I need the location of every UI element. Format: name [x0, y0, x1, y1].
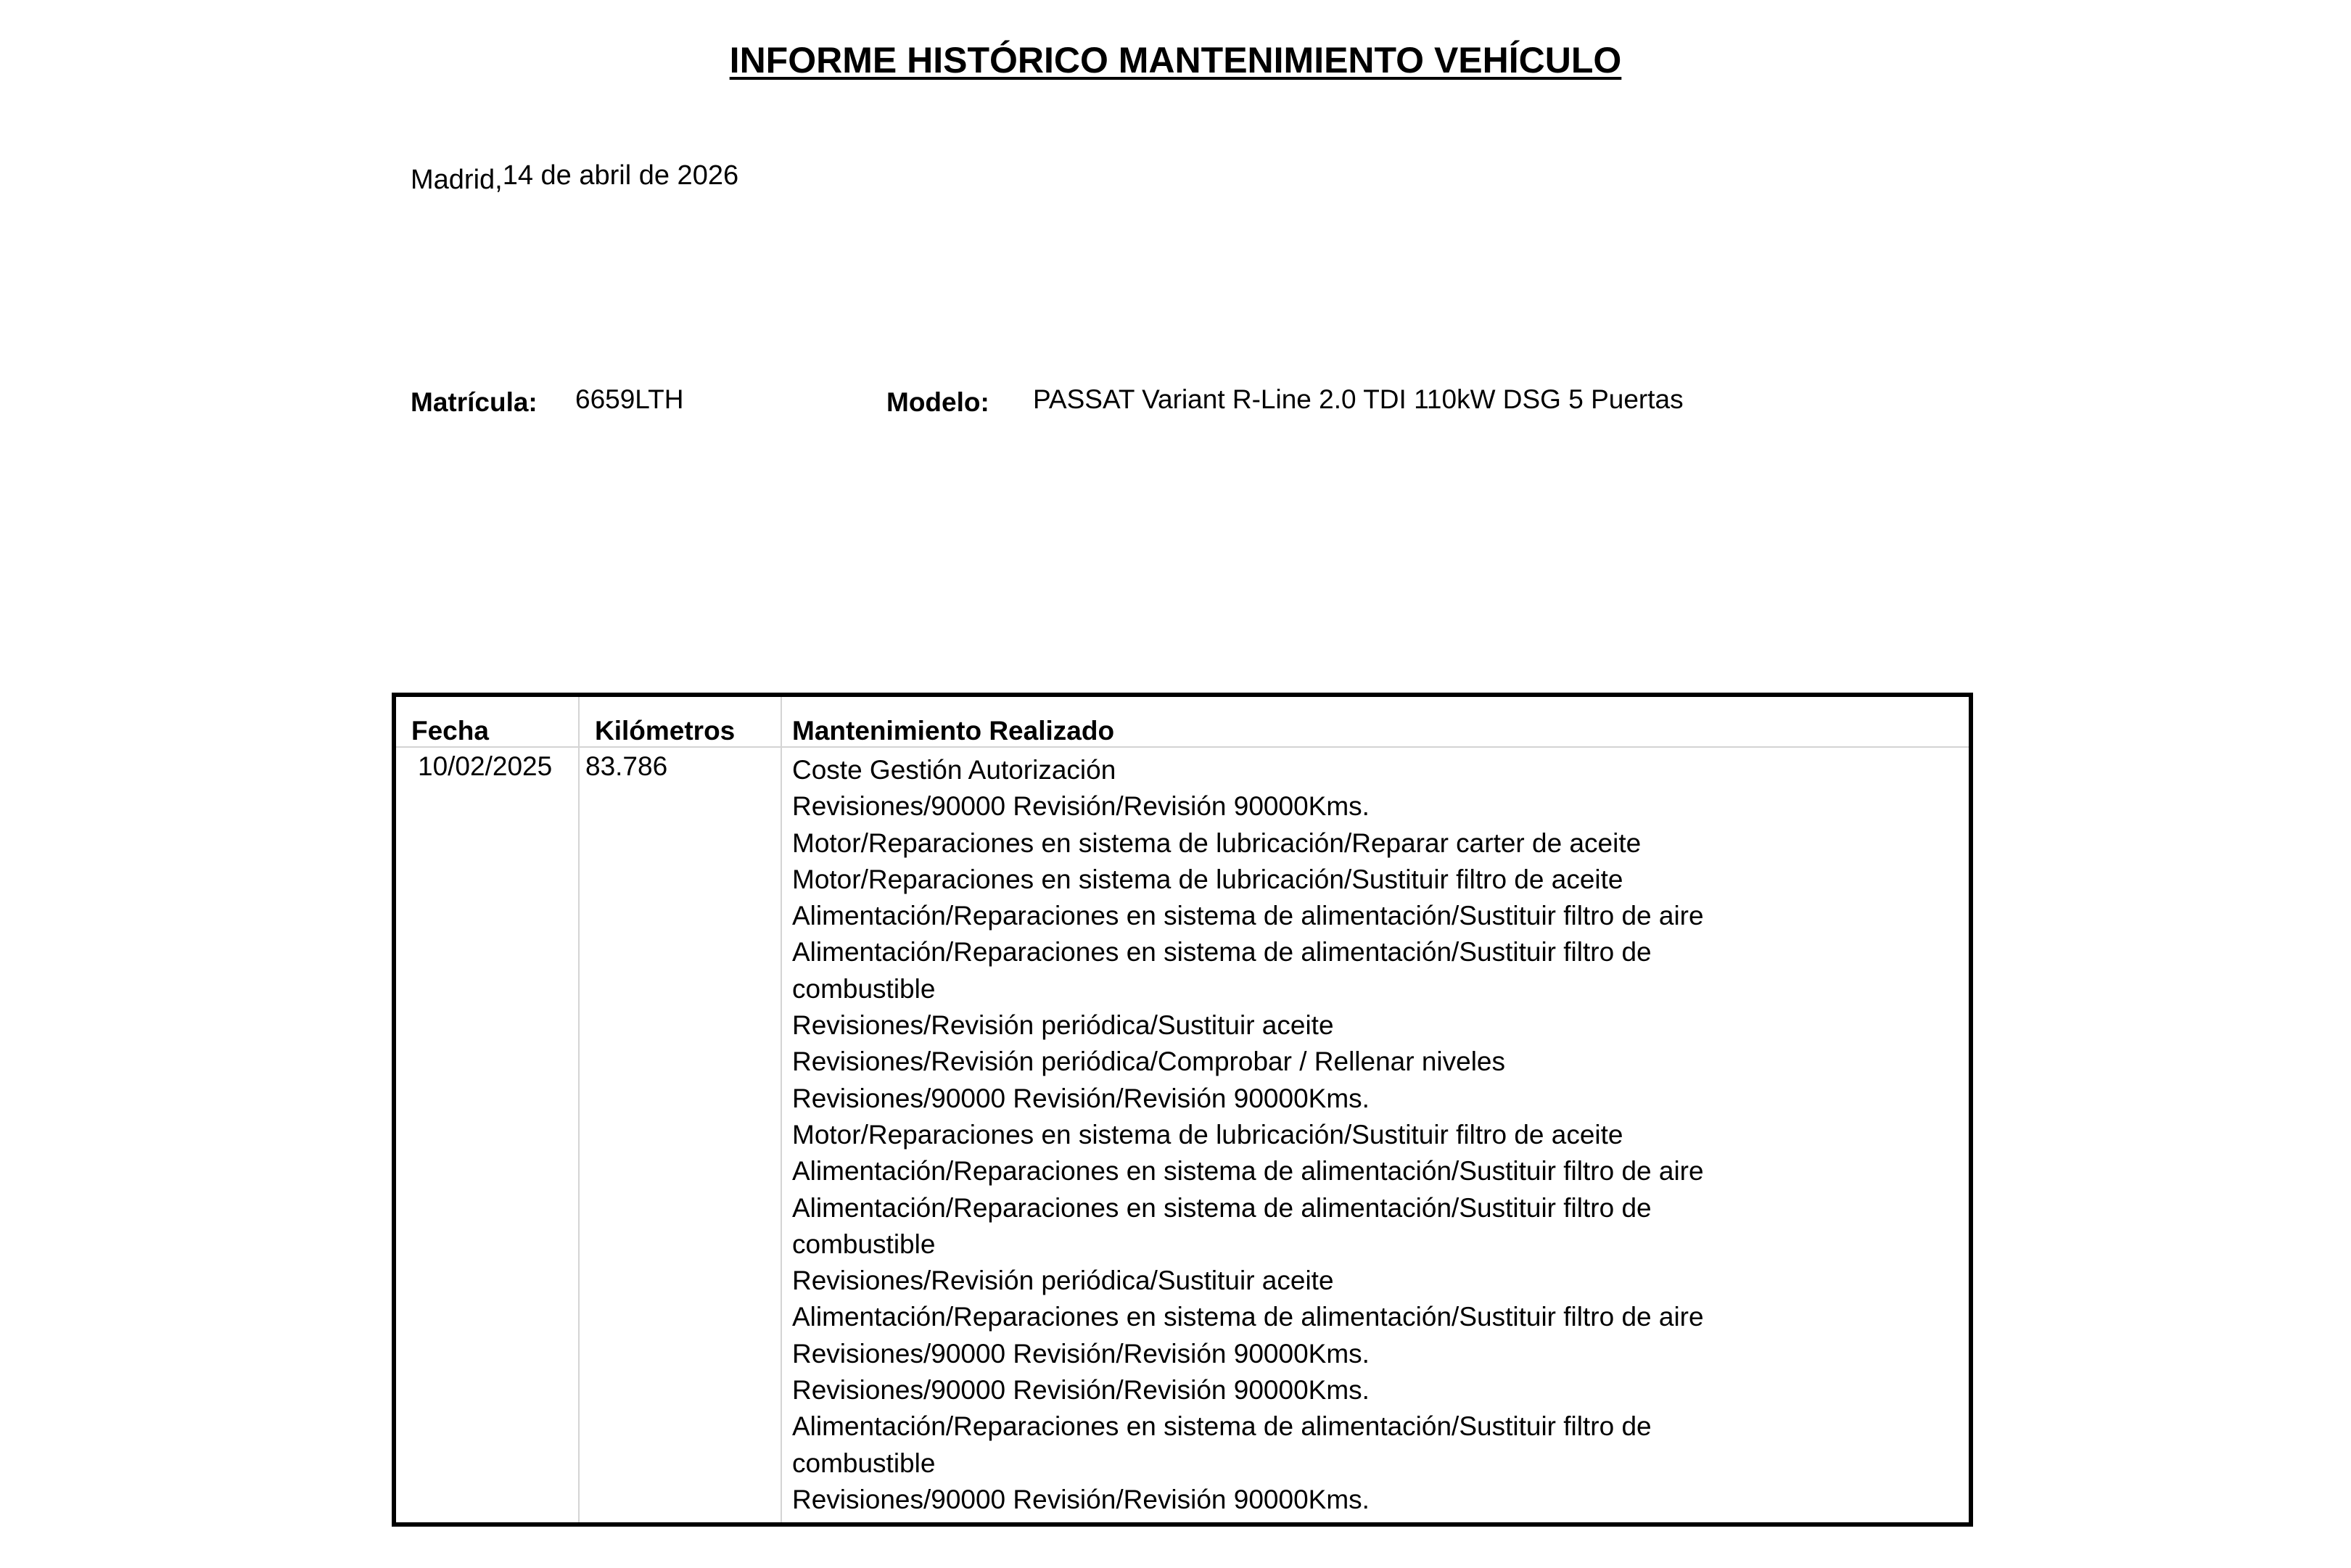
maintenance-line: Revisiones/90000 Revisión/Revisión 90000Kms.: [792, 1083, 1370, 1113]
maintenance-line: Alimentación/Reparaciones en sistema de alimentación/Sustituir filtro de: [792, 937, 1652, 967]
header-maintenance: Mantenimiento Realizado: [792, 716, 1115, 746]
maintenance-line: Alimentación/Reparaciones en sistema de alimentación/Sustituir filtro de: [792, 1192, 1652, 1223]
maintenance-line: Revisiones/Revisión periódica/Sustituir aceite: [792, 1266, 1334, 1296]
maintenance-line: Alimentación/Reparaciones en sistema de alimentación/Sustituir filtro de aire: [792, 901, 1704, 931]
row-date: 10/02/2025: [418, 751, 553, 781]
maintenance-line: combustible: [792, 1448, 936, 1478]
maintenance-line: Alimentación/Reparaciones en sistema de alimentación/Sustituir filtro de aire: [792, 1156, 1704, 1187]
report-title: INFORME HISTÓRICO MANTENIMIENTO VEHÍCULO: [729, 40, 1622, 81]
maintenance-line: Revisiones/Revisión periódica/Comprobar / Rellenar niveles: [792, 1047, 1506, 1077]
header-km: Kilómetros: [595, 716, 736, 746]
maintenance-line: Alimentación/Reparaciones en sistema de alimentación/Sustituir filtro de: [792, 1411, 1652, 1442]
maintenance-line: Motor/Reparaciones en sistema de lubricación/Reparar carter de aceite: [792, 828, 1642, 858]
maintenance-line: Coste Gestión Autorización: [792, 755, 1116, 785]
place-date: [411, 162, 738, 198]
model-value: PASSAT Variant R-Line 2.0 TDI 110kW DSG 5 Puertas: [1033, 384, 1684, 414]
plate-value: 6659LTH: [575, 384, 684, 414]
maintenance-line: Revisiones/90000 Revisión/Revisión 90000Kms.: [792, 1338, 1370, 1369]
maintenance-line: Revisiones/90000 Revisión/Revisión 90000Kms.: [792, 1375, 1370, 1406]
maintenance-line: combustible: [792, 1229, 936, 1259]
plate-label: Matrícula:: [411, 387, 538, 417]
place: Madrid,: [411, 165, 503, 195]
maintenance-line: Motor/Reparaciones en sistema de lubricación/Sustituir filtro de aceite: [792, 1119, 1623, 1150]
report-date: 14 de abril de 2026: [502, 160, 739, 191]
maintenance-line: combustible: [792, 973, 936, 1004]
maintenance-line: Revisiones/90000 Revisión/Revisión 90000Kms.: [792, 1484, 1370, 1514]
maintenance-list: [792, 752, 1808, 1518]
row-km: 83.786: [585, 751, 668, 781]
model-label: Modelo:: [886, 387, 989, 417]
maintenance-line: Revisiones/90000 Revisión/Revisión 90000Kms.: [792, 791, 1370, 822]
header-date: Fecha: [411, 716, 489, 746]
maintenance-table: [392, 693, 1973, 1527]
column-divider: [578, 697, 580, 1522]
column-divider: [781, 697, 782, 1522]
maintenance-line: Motor/Reparaciones en sistema de lubricación/Sustituir filtro de aceite: [792, 864, 1623, 894]
maintenance-line: Revisiones/Revisión periódica/Sustituir aceite: [792, 1010, 1334, 1041]
maintenance-line: Alimentación/Reparaciones en sistema de alimentación/Sustituir filtro de aire: [792, 1302, 1704, 1332]
